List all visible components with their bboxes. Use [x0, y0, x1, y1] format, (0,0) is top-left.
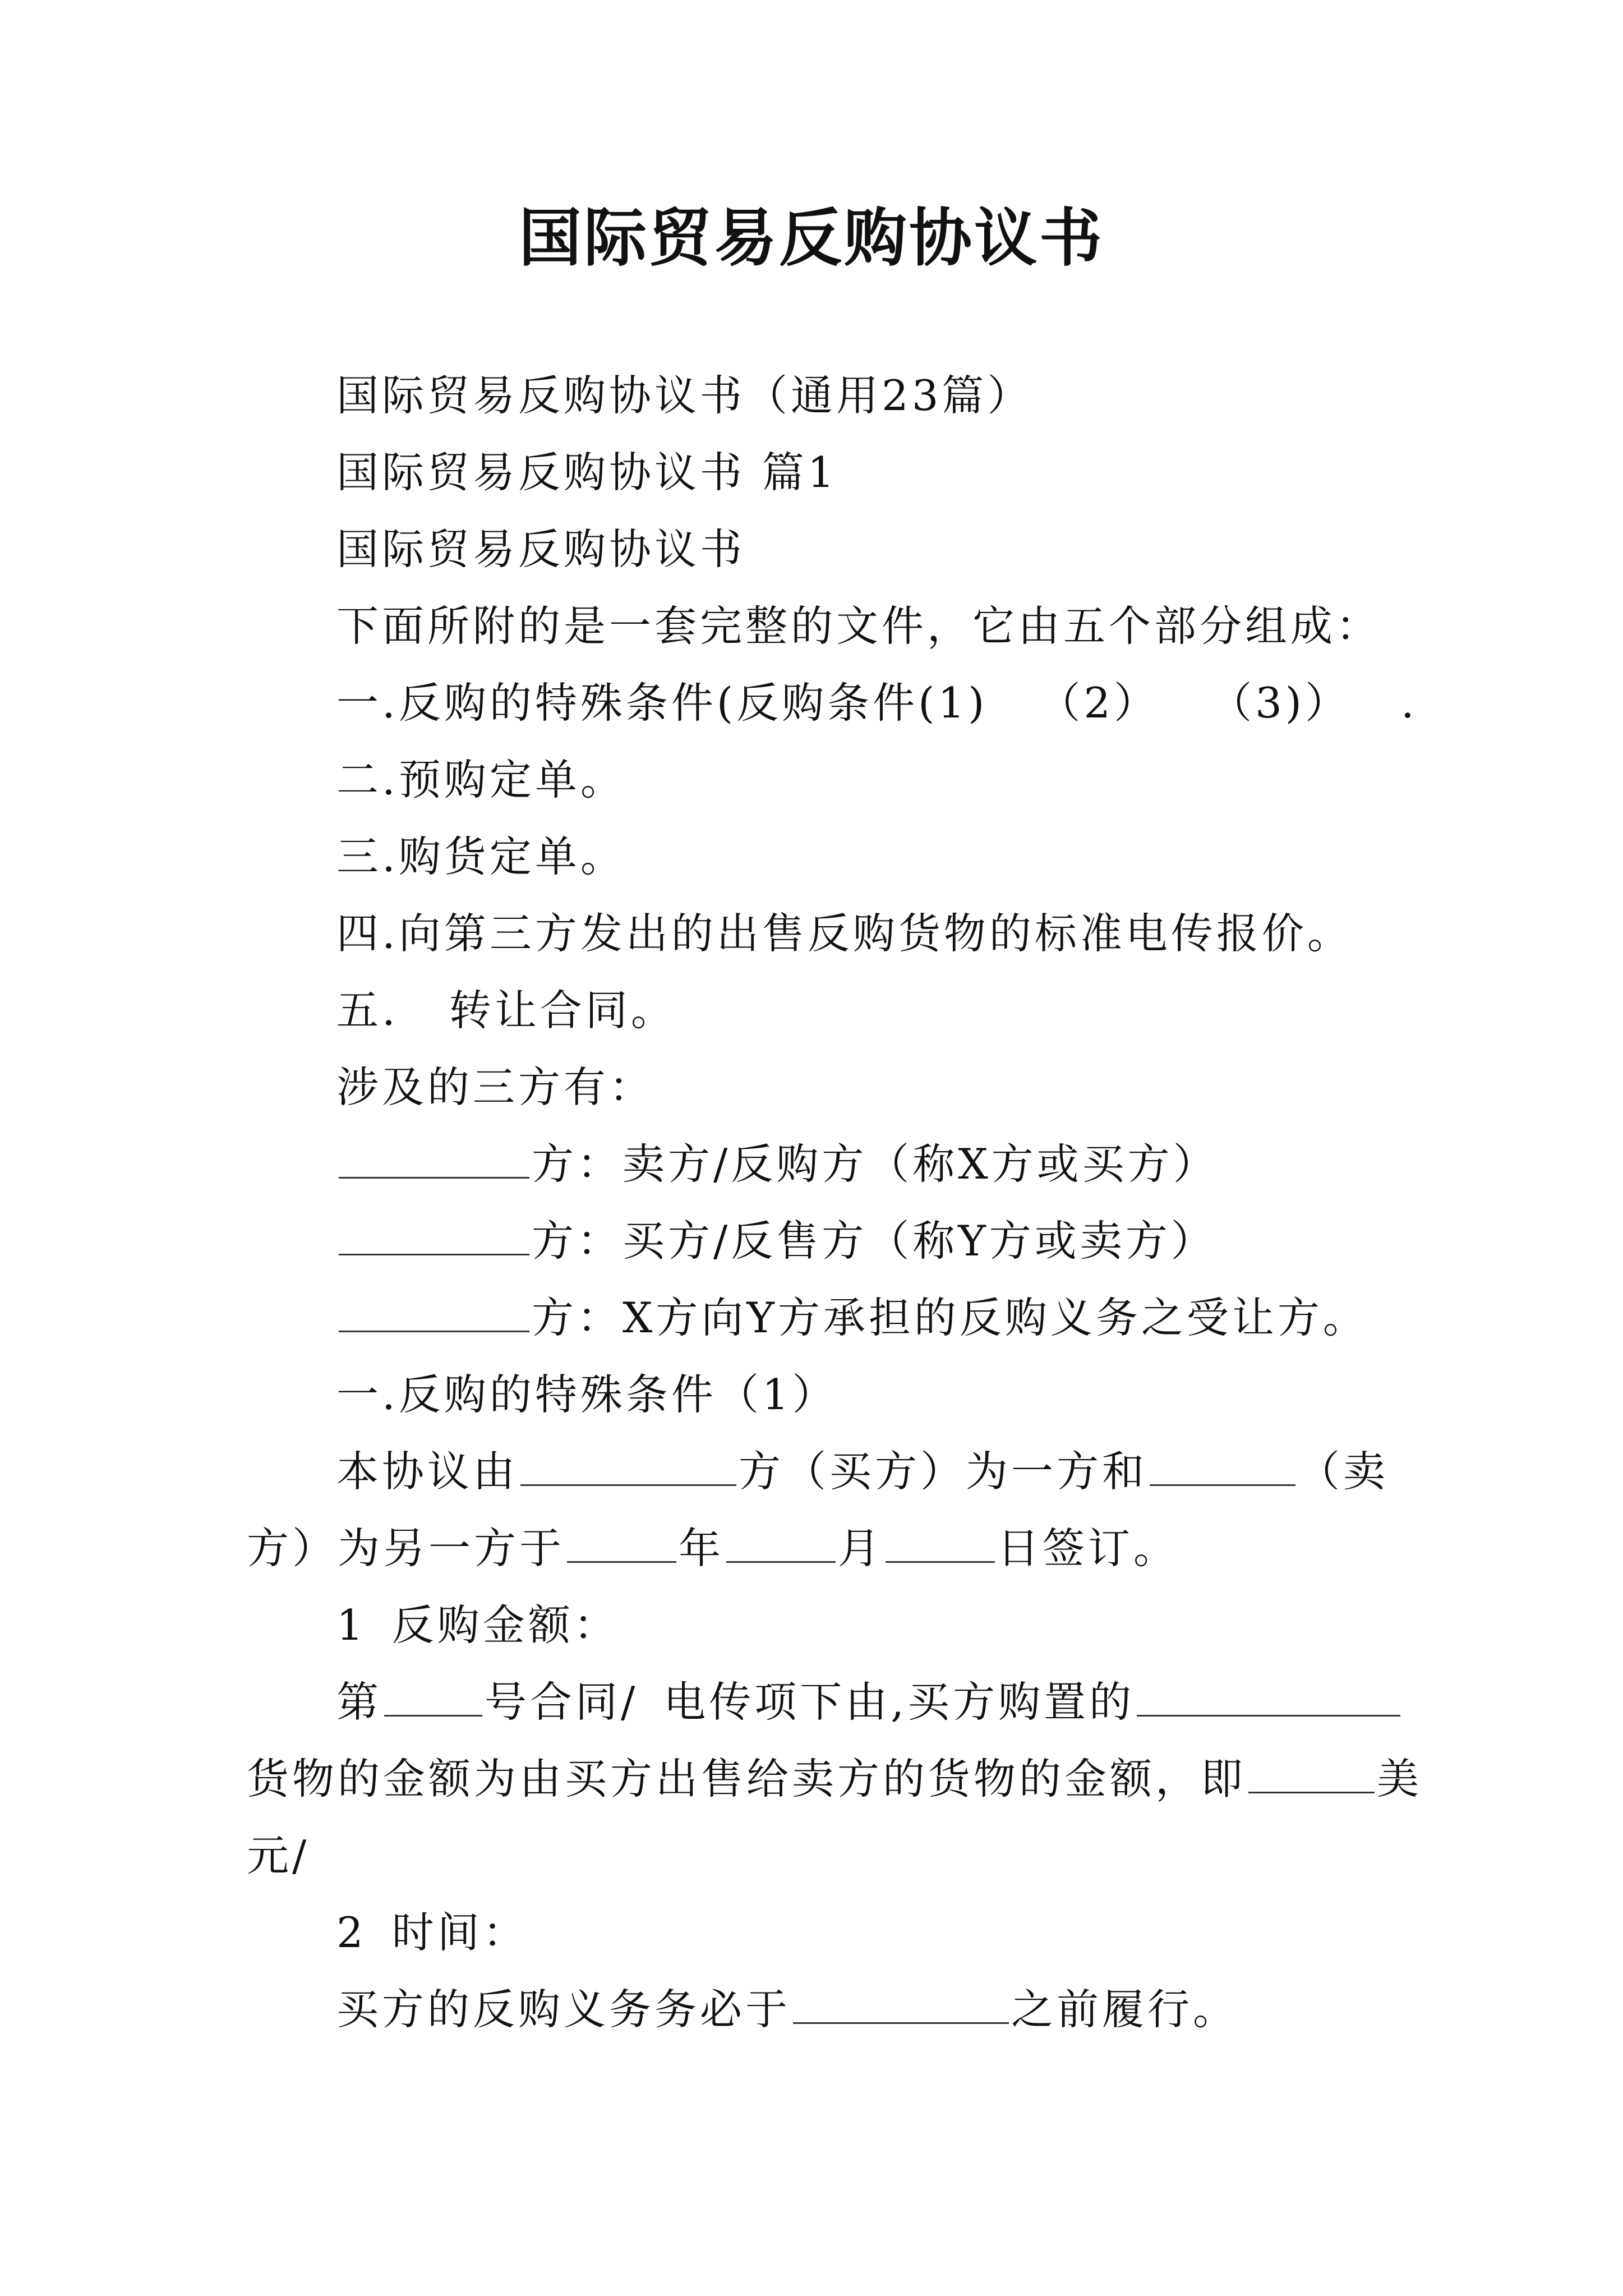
- day-blank: [886, 1522, 995, 1563]
- part-5-text: 转让合同。: [449, 986, 676, 1035]
- agreement-text-a: 本协议由: [336, 1447, 519, 1496]
- item-1-number: 1: [336, 1600, 367, 1650]
- item-1-text-e: 美: [1377, 1754, 1423, 1803]
- intro-paragraph: 下面所附的是一套完整的文件，它由五个部分组成：: [336, 601, 1382, 651]
- contract-number-blank: [384, 1676, 482, 1717]
- part-3: 三.购货定单。: [336, 832, 626, 881]
- part-1: [336, 675, 1418, 731]
- item-2-text-a: 买方的反购义务务必于: [336, 1985, 791, 2034]
- item-2-line-1: [336, 1981, 1238, 2037]
- part-1-period: .: [1401, 678, 1418, 728]
- goods-blank: [1137, 1676, 1400, 1717]
- deadline-blank: [793, 1983, 1009, 2024]
- item-1-text-d: 货物的金额为由买方出售给卖方的货物的金额，即: [247, 1754, 1247, 1803]
- party-1-text: 方：卖方/反购方（称X方或买方）: [532, 1139, 1219, 1189]
- item-1-heading: [336, 1597, 619, 1653]
- agreement-text-c: （卖: [1298, 1447, 1389, 1496]
- party-2-blank: [339, 1214, 529, 1255]
- item-2-text-b: 之前履行。: [1011, 1985, 1239, 2034]
- agreement-text-b: 方（买方）为一方和: [739, 1447, 1148, 1496]
- item-1-text-a: 第: [336, 1677, 382, 1727]
- part-1-condition-2: （2）: [1038, 678, 1160, 728]
- condition-1-heading: 一.反购的特殊条件（1）: [336, 1370, 838, 1419]
- document-title: 国际贸易反购协议书: [519, 201, 1104, 275]
- part-1-text: 一.反购的特殊条件(反购条件(1): [336, 678, 988, 728]
- amount-blank: [1248, 1752, 1375, 1793]
- part-5: [336, 982, 676, 1038]
- agreement-line-1: [336, 1443, 1389, 1499]
- item-1-line-3: 元/: [247, 1831, 310, 1880]
- part-4: 四.向第三方发出的出售反购货物的标准电传报价。: [336, 909, 1353, 958]
- agreement-line-2: [247, 1520, 1179, 1576]
- buyer-blank: [520, 1445, 736, 1486]
- day-label: 日签订。: [997, 1524, 1179, 1573]
- agreement-text-d: 方）为另一方于: [247, 1524, 565, 1573]
- item-2-label: 时间：: [391, 1908, 528, 1957]
- party-2-text: 方：买方/反售方（称Y方或卖方）: [532, 1216, 1216, 1266]
- item-1-line-1: [336, 1674, 1403, 1730]
- part-1-condition-3: （3)）: [1210, 678, 1351, 728]
- month-label: 月: [838, 1524, 884, 1573]
- item-2-number: 2: [336, 1908, 367, 1957]
- item-1-label: 反购金额：: [391, 1600, 619, 1650]
- subtitle: 国际贸易反购协议书（通用23篇）: [336, 371, 1033, 420]
- part-2: 二.预购定单。: [336, 755, 626, 804]
- document-name: 国际贸易反购协议书: [336, 524, 746, 574]
- party-line-1: [336, 1136, 1219, 1192]
- year-blank: [567, 1522, 676, 1563]
- month-blank: [726, 1522, 836, 1563]
- year-label: 年: [679, 1524, 725, 1573]
- part-5-number: 五.: [336, 986, 399, 1035]
- party-3-blank: [339, 1291, 529, 1332]
- party-3-text: 方：X方向Y方承担的反购义务之受让方。: [532, 1293, 1368, 1342]
- item-1-text-c: 电传项下由,买方购置的: [663, 1677, 1135, 1727]
- parties-intro: 涉及的三方有：: [336, 1062, 655, 1112]
- party-1-blank: [339, 1138, 529, 1179]
- party-line-3: [336, 1290, 1368, 1346]
- seller-blank: [1150, 1445, 1295, 1486]
- section-heading: 国际贸易反购协议书 篇1: [336, 448, 838, 497]
- item-1-text-b: 号合同/: [485, 1677, 639, 1727]
- party-line-2: [336, 1213, 1216, 1269]
- item-1-line-2: [247, 1751, 1422, 1807]
- item-2-heading: [336, 1904, 528, 1961]
